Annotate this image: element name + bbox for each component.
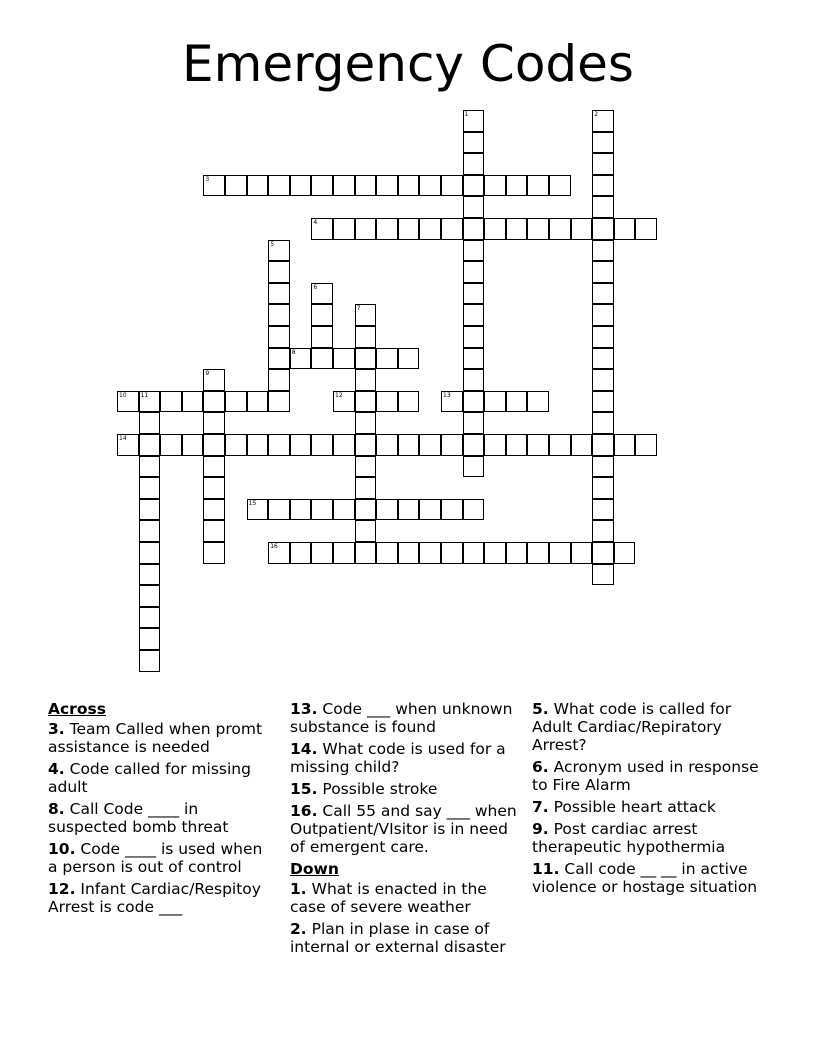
grid-cell[interactable] [592,391,614,413]
grid-cell[interactable] [398,175,420,197]
clue-text: Plan in plase in case of internal or external disaster [290,920,506,956]
clue-across-16 [290,802,522,856]
clue-text: What code is called for Adult Cardiac/Repiratory Arrest? [532,700,732,754]
grid-cell[interactable] [592,110,614,132]
grid-cell[interactable] [398,348,420,370]
grid-cell[interactable] [463,240,485,262]
grid-cell[interactable] [527,542,549,564]
cell-number: 10 [119,391,127,399]
grid-cell[interactable] [506,542,528,564]
grid-cell[interactable] [290,499,312,521]
grid-cell[interactable] [484,434,506,456]
grid-cell[interactable] [355,520,377,542]
grid-cell[interactable] [139,585,161,607]
grid-cell[interactable] [311,499,333,521]
grid-cell[interactable] [441,434,463,456]
grid-cell[interactable] [268,240,290,262]
grid-cell[interactable] [333,175,355,197]
grid-cell[interactable] [268,348,290,370]
grid-cell[interactable] [463,369,485,391]
grid-cell[interactable] [355,218,377,240]
grid-cell[interactable] [203,412,225,434]
grid-cell[interactable] [592,564,614,586]
grid-cell[interactable] [419,434,441,456]
grid-cell[interactable] [592,218,614,240]
grid-cell[interactable] [463,326,485,348]
grid-cell[interactable] [311,542,333,564]
clue-across-8 [48,800,276,836]
clue-across-10 [48,840,276,876]
grid-cell[interactable] [139,564,161,586]
grid-cell[interactable] [333,434,355,456]
clue-number: 3. [48,720,65,738]
clue-text: Code ___ when unknown substance is found [290,700,513,736]
grid-cell[interactable] [592,369,614,391]
grid-cell[interactable] [635,434,657,456]
clue-text: Call 55 and say ___ when Outpatient/VIsitor is in need of emergent care. [290,802,517,856]
grid-cell[interactable] [376,499,398,521]
grid-cell[interactable] [139,456,161,478]
grid-cell[interactable] [398,542,420,564]
grid-cell[interactable] [376,391,398,413]
clue-down-7 [532,798,764,816]
grid-cell[interactable] [117,434,139,456]
grid-cell[interactable] [376,175,398,197]
clues-column-2 [290,700,522,960]
grid-cell[interactable] [463,132,485,154]
grid-cell[interactable] [592,304,614,326]
clue-text: What code is used for a missing child? [290,740,506,776]
across-heading: Across [48,700,106,718]
clue-number: 9. [532,820,549,838]
cell-number: 16 [270,543,278,550]
grid-cell[interactable] [376,434,398,456]
page-title: Emergency Codes [182,35,634,93]
clue-text: Infant Cardiac/Respitoy Arrest is code ___ [48,880,261,916]
grid-cell[interactable] [355,326,377,348]
grid-cell[interactable] [203,477,225,499]
grid-cell[interactable] [311,304,333,326]
grid-cell[interactable] [419,542,441,564]
clue-down-9 [532,820,764,856]
grid-cell[interactable] [355,456,377,478]
grid-cell[interactable] [463,175,485,197]
cell-number: 1 [464,111,469,118]
grid-cell[interactable] [203,391,225,413]
grid-cell[interactable] [398,499,420,521]
grid-cell[interactable] [203,369,225,391]
grid-cell[interactable] [549,218,571,240]
grid-cell[interactable] [139,542,161,564]
cell-number: 5 [270,240,275,248]
grid-cell[interactable] [463,434,485,456]
grid-cell[interactable] [225,175,247,197]
grid-cell[interactable] [333,542,355,564]
clue-down-1 [290,880,522,916]
grid-cell[interactable] [592,175,614,197]
grid-cell[interactable] [376,218,398,240]
clue-across-14 [290,740,522,776]
grid-cell[interactable] [139,607,161,629]
grid-cell[interactable] [268,391,290,413]
grid-cell[interactable] [592,283,614,305]
grid-cell[interactable] [139,650,161,672]
grid-cell[interactable] [333,218,355,240]
grid-cell[interactable] [203,175,225,197]
grid-cell[interactable] [571,542,593,564]
grid-cell[interactable] [268,326,290,348]
grid-cell[interactable] [268,542,290,564]
grid-cell[interactable] [614,542,636,564]
grid-cell[interactable] [268,175,290,197]
cell-number: 6 [313,283,318,291]
cell-number: 11 [140,391,149,399]
grid-cell[interactable] [463,261,485,283]
grid-cell[interactable] [311,175,333,197]
grid-cell[interactable] [290,542,312,564]
clue-across-13 [290,700,522,736]
grid-cell[interactable] [268,261,290,283]
grid-cell[interactable] [527,218,549,240]
grid-cell[interactable] [419,218,441,240]
cell-number: 2 [594,111,599,118]
grid-cell[interactable] [592,434,614,456]
grid-cell[interactable] [311,326,333,348]
grid-cell[interactable] [592,412,614,434]
grid-cell[interactable] [614,434,636,456]
grid-cell[interactable] [225,434,247,456]
grid-cell[interactable] [549,434,571,456]
grid-cell[interactable] [311,348,333,370]
clue-number: 7. [532,798,549,816]
clue-down-5 [532,700,764,754]
grid-cell[interactable] [592,240,614,262]
clue-across-12 [48,880,276,916]
grid-cell[interactable] [592,477,614,499]
grid-cell[interactable] [463,196,485,218]
clue-number: 8. [48,800,65,818]
grid-cell[interactable] [463,110,485,132]
grid-cell[interactable] [463,456,485,478]
clue-number: 5. [532,700,549,718]
grid-cell[interactable] [592,499,614,521]
grid-cell[interactable] [463,348,485,370]
cell-number: 9 [205,370,210,378]
clues-column-1 [48,700,276,920]
grid-cell[interactable] [441,499,463,521]
grid-cell[interactable] [355,499,377,521]
grid-cell[interactable] [419,175,441,197]
clue-number: 11. [532,860,560,878]
grid-cell[interactable] [247,175,269,197]
clue-across-4 [48,760,276,796]
grid-cell[interactable] [139,434,161,456]
grid-cell[interactable] [441,391,463,413]
grid-cell[interactable] [355,477,377,499]
grid-cell[interactable] [160,391,182,413]
clue-number: 14. [290,740,318,758]
grid-cell[interactable] [463,218,485,240]
grid-cell[interactable] [247,499,269,521]
grid-cell[interactable] [441,218,463,240]
down-heading: Down [290,860,339,878]
grid-cell[interactable] [139,499,161,521]
clue-number: 2. [290,920,307,938]
grid-cell[interactable] [355,304,377,326]
grid-cell[interactable] [614,218,636,240]
grid-cell[interactable] [139,477,161,499]
clue-number: 12. [48,880,76,898]
grid-cell[interactable] [592,542,614,564]
grid-cell[interactable] [355,434,377,456]
grid-cell[interactable] [484,218,506,240]
cell-number: 13 [443,391,451,399]
grid-cell[interactable] [160,434,182,456]
clue-number: 10. [48,840,76,858]
grid-cell[interactable] [419,499,441,521]
grid-cell[interactable] [290,434,312,456]
clue-across-15 [290,780,522,798]
grid-cell[interactable] [139,412,161,434]
clue-text: Possible stroke [322,780,438,798]
cell-number: 14 [119,435,127,442]
cell-number: 12 [335,391,343,399]
grid-cell[interactable] [441,542,463,564]
grid-cell[interactable] [355,542,377,564]
grid-cell[interactable] [139,391,161,413]
grid-cell[interactable] [592,520,614,542]
grid-cell[interactable] [355,369,377,391]
grid-cell[interactable] [571,434,593,456]
clue-text: Post cardiac arrest therapeutic hypothermia [532,820,726,856]
grid-cell[interactable] [527,434,549,456]
clue-text: Possible heart attack [553,798,716,816]
clue-text: Team Called when promt assistance is needed [48,720,263,756]
cell-number: 8 [291,348,296,356]
grid-cell[interactable] [355,391,377,413]
grid-cell[interactable] [441,175,463,197]
grid-cell[interactable] [506,434,528,456]
clue-number: 15. [290,780,318,798]
grid-cell[interactable] [203,520,225,542]
grid-cell[interactable] [333,391,355,413]
grid-cell[interactable] [549,175,571,197]
grid-cell[interactable] [268,499,290,521]
clue-text: Code called for missing adult [48,760,251,796]
cell-number: 4 [313,219,318,226]
cell-number: 7 [356,305,361,313]
grid-cell[interactable] [268,434,290,456]
clue-down-2 [290,920,522,956]
clue-number: 1. [290,880,307,898]
grid-cell[interactable] [592,348,614,370]
grid-cell[interactable] [506,218,528,240]
grid-cell[interactable] [333,348,355,370]
grid-cell[interactable] [592,153,614,175]
grid-cell[interactable] [549,542,571,564]
grid-cell[interactable] [463,153,485,175]
grid-cell[interactable] [592,261,614,283]
grid-cell[interactable] [203,499,225,521]
grid-cell[interactable] [182,391,204,413]
cell-number: 15 [248,499,257,507]
grid-cell[interactable] [355,412,377,434]
grid-cell[interactable] [203,456,225,478]
grid-cell[interactable] [592,456,614,478]
grid-cell[interactable] [225,391,247,413]
grid-cell[interactable] [333,499,355,521]
clue-across-3 [48,720,276,756]
grid-cell[interactable] [463,391,485,413]
grid-cell[interactable] [355,348,377,370]
grid-cell[interactable] [398,391,420,413]
clue-number: 6. [532,758,549,776]
grid-cell[interactable] [463,283,485,305]
grid-cell[interactable] [398,434,420,456]
grid-cell[interactable] [182,434,204,456]
clue-text: Acronym used in response to Fire Alarm [532,758,759,794]
grid-cell[interactable] [376,542,398,564]
grid-cell[interactable] [247,434,269,456]
grid-cell[interactable] [290,175,312,197]
grid-cell[interactable] [268,283,290,305]
clues-column-3 [532,700,764,900]
grid-cell[interactable] [463,499,485,521]
grid-cell[interactable] [571,218,593,240]
grid-cell[interactable] [311,434,333,456]
clue-text: Call code __ __ in active violence or hostage situation [532,860,758,896]
clue-number: 13. [290,700,318,718]
grid-cell[interactable] [398,218,420,240]
grid-cell[interactable] [527,175,549,197]
clue-text: What is enacted in the case of severe weather [290,880,487,916]
grid-cell[interactable] [203,542,225,564]
grid-cell[interactable] [268,304,290,326]
cell-number: 3 [205,175,210,183]
grid-cell[interactable] [506,391,528,413]
clue-text: Call Code ____ in suspected bomb threat [48,800,229,836]
clue-down-11 [532,860,764,896]
grid-cell[interactable] [290,348,312,370]
grid-cell[interactable] [527,391,549,413]
grid-cell[interactable] [311,283,333,305]
grid-cell[interactable] [355,175,377,197]
clue-number: 16. [290,802,318,820]
clue-down-6 [532,758,764,794]
grid-cell[interactable] [311,218,333,240]
clue-text: Code ____ is used when a person is out of control [48,840,263,876]
clue-number: 4. [48,760,65,778]
grid-cell[interactable] [484,542,506,564]
grid-cell[interactable] [268,369,290,391]
grid-cell[interactable] [139,520,161,542]
grid-cell[interactable] [203,434,225,456]
grid-cell[interactable] [463,542,485,564]
grid-cell[interactable] [117,391,139,413]
grid-cell[interactable] [247,391,269,413]
grid-cell[interactable] [592,132,614,154]
grid-cell[interactable] [506,175,528,197]
grid-cell[interactable] [376,348,398,370]
grid-cell[interactable] [635,218,657,240]
grid-cell[interactable] [592,326,614,348]
grid-cell[interactable] [592,196,614,218]
grid-cell[interactable] [139,628,161,650]
grid-cell[interactable] [484,391,506,413]
grid-cell[interactable] [463,412,485,434]
grid-cell[interactable] [463,304,485,326]
grid-cell[interactable] [484,175,506,197]
